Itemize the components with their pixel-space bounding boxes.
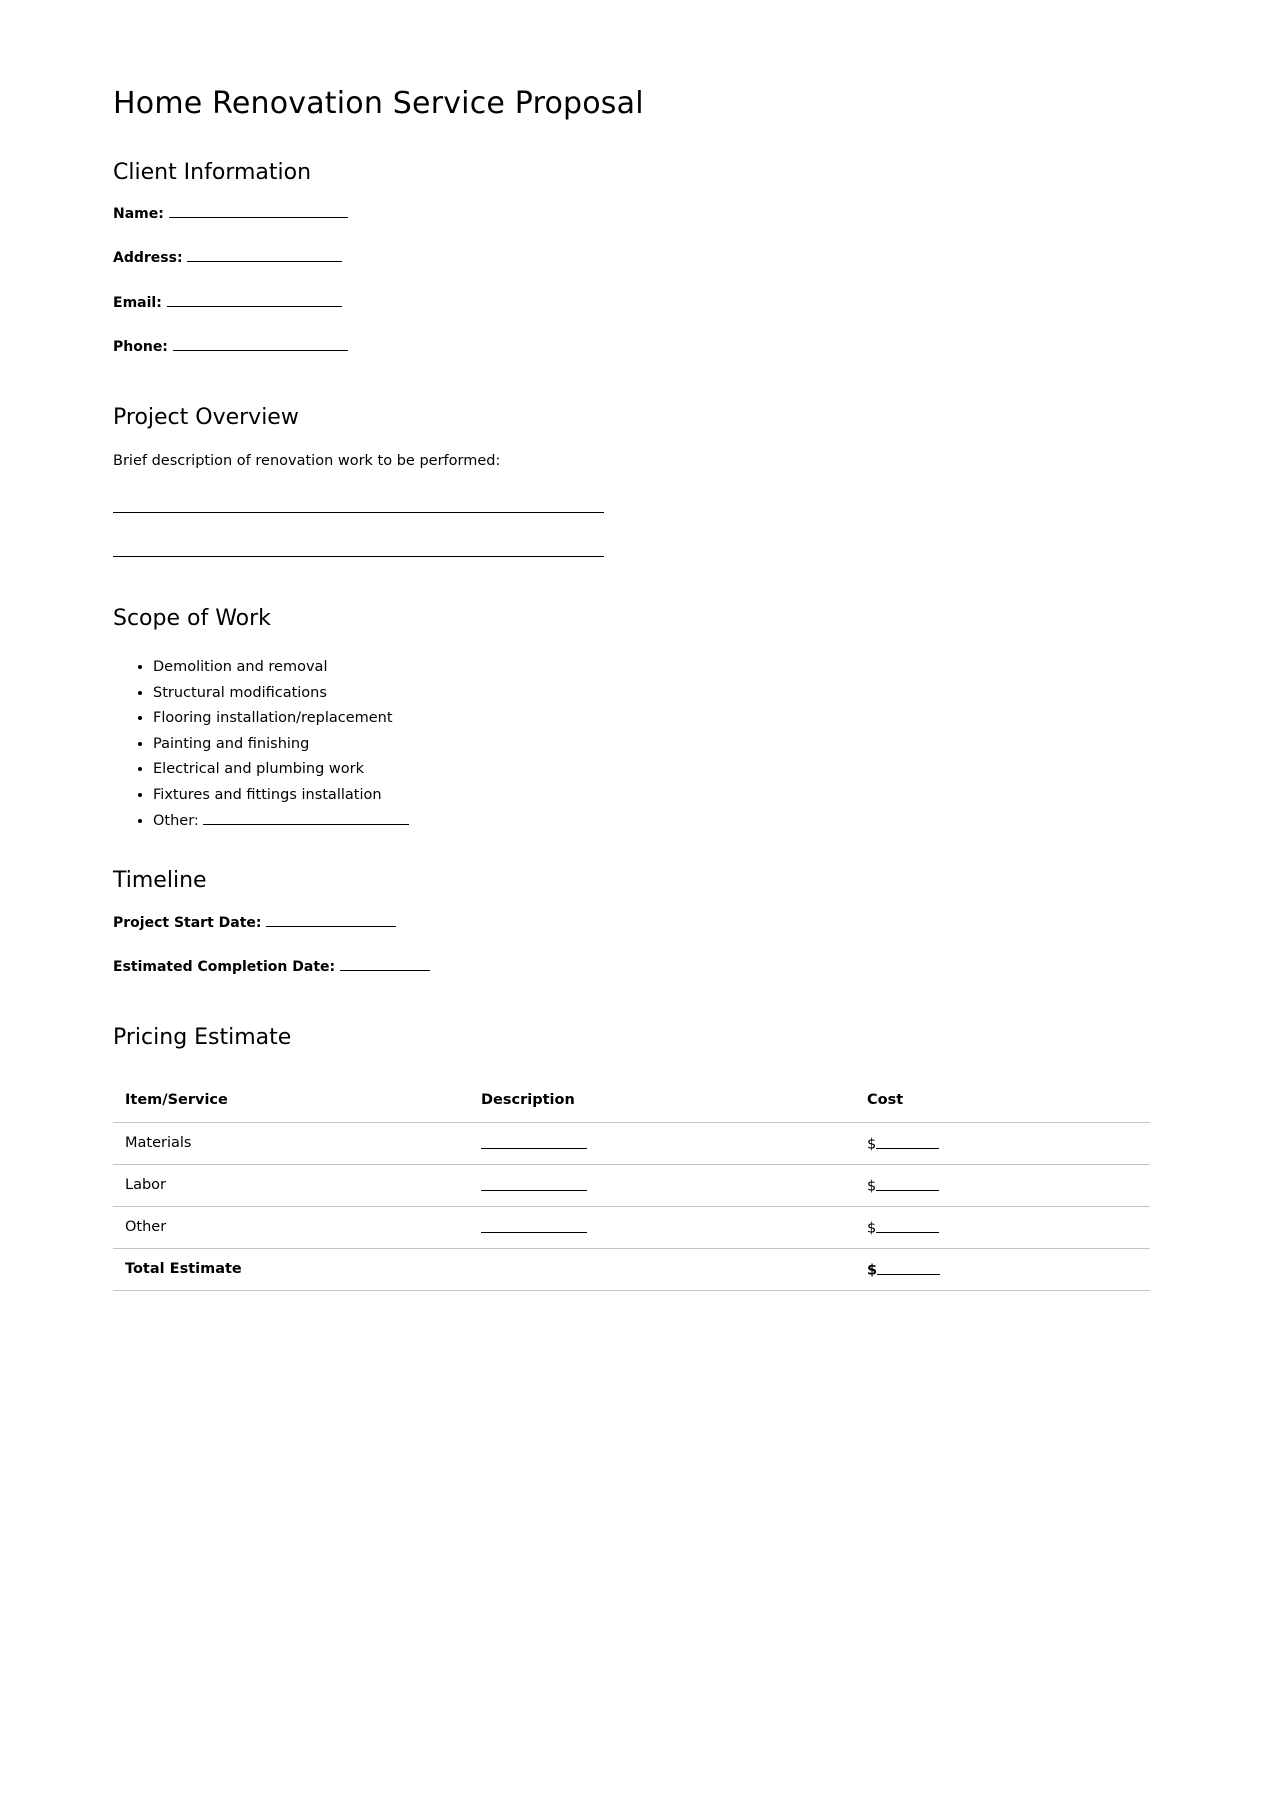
project-overview-prompt: Brief description of renovation work to be performed: <box>113 453 501 469</box>
total-cost-cell[interactable] <box>855 1248 1150 1290</box>
estimated-completion-date-label: Estimated Completion Date: <box>113 959 336 975</box>
scope-item-flooring: • Flooring installation/replacement <box>153 706 409 732</box>
currency-symbol: $ <box>867 1220 877 1237</box>
client-address-field[interactable] <box>113 247 342 268</box>
scope-item-fixtures: • Fixtures and fittings installation <box>153 783 409 809</box>
pricing-table <box>113 1079 1150 1291</box>
row-description-cell[interactable] <box>469 1206 855 1248</box>
estimated-completion-date-blank[interactable] <box>340 956 430 971</box>
total-description-cell <box>469 1248 855 1290</box>
scope-item-electrical-plumbing: • Electrical and plumbing work <box>153 757 409 783</box>
client-name-label: Name: <box>113 206 164 222</box>
currency-symbol: $ <box>867 1136 877 1153</box>
total-estimate-label: Total Estimate <box>113 1248 469 1290</box>
row-description-cell[interactable] <box>469 1122 855 1164</box>
project-start-date-blank[interactable] <box>266 912 396 927</box>
scope-item-other-label: Other: <box>153 812 199 829</box>
client-address-label: Address: <box>113 250 183 266</box>
table-row <box>113 1206 1150 1248</box>
row-item-other: Other <box>113 1206 469 1248</box>
client-information-heading: Client Information <box>113 160 312 185</box>
description-blank-line-1[interactable] <box>113 512 604 513</box>
row-description-cell[interactable] <box>469 1164 855 1206</box>
document-title: Home Renovation Service Proposal <box>113 86 644 121</box>
client-name-blank[interactable] <box>169 203 348 218</box>
cost-blank[interactable] <box>876 1133 939 1149</box>
scope-item-structural: • Structural modifications <box>153 681 409 707</box>
estimated-completion-date-field[interactable] <box>113 956 430 977</box>
description-blank-line-2[interactable] <box>113 556 604 557</box>
scope-of-work-list <box>113 655 409 834</box>
client-email-label: Email: <box>113 295 162 311</box>
client-phone-blank[interactable] <box>173 336 348 351</box>
client-phone-label: Phone: <box>113 339 168 355</box>
scope-item-demolition: • Demolition and removal <box>153 655 409 681</box>
column-header-description: Description <box>469 1079 855 1122</box>
client-email-blank[interactable] <box>167 292 342 307</box>
scope-item-painting: • Painting and finishing <box>153 732 409 758</box>
client-email-field[interactable] <box>113 292 342 313</box>
client-name-field[interactable] <box>113 203 348 224</box>
total-estimate-row <box>113 1248 1150 1290</box>
project-overview-heading: Project Overview <box>113 405 299 430</box>
description-blank[interactable] <box>481 1217 587 1233</box>
row-cost-cell[interactable] <box>855 1164 1150 1206</box>
currency-symbol: $ <box>867 1262 878 1279</box>
pricing-header-row <box>113 1079 1150 1122</box>
cost-blank[interactable] <box>876 1217 939 1233</box>
description-blank[interactable] <box>481 1175 587 1191</box>
row-item-labor: Labor <box>113 1164 469 1206</box>
row-cost-cell[interactable] <box>855 1122 1150 1164</box>
scope-item-other[interactable] <box>153 809 409 835</box>
scope-other-blank[interactable] <box>203 809 409 825</box>
project-start-date-field[interactable] <box>113 912 396 933</box>
client-address-blank[interactable] <box>187 247 342 262</box>
client-phone-field[interactable] <box>113 336 348 357</box>
table-row <box>113 1122 1150 1164</box>
project-start-date-label: Project Start Date: <box>113 915 262 931</box>
table-row <box>113 1164 1150 1206</box>
description-blank[interactable] <box>481 1133 587 1149</box>
column-header-cost: Cost <box>855 1079 1150 1122</box>
row-item-materials: Materials <box>113 1122 469 1164</box>
cost-blank[interactable] <box>876 1175 939 1191</box>
total-cost-blank[interactable] <box>877 1259 940 1275</box>
pricing-estimate-heading: Pricing Estimate <box>113 1025 292 1050</box>
column-header-item-service: Item/Service <box>113 1079 469 1122</box>
currency-symbol: $ <box>867 1178 877 1195</box>
timeline-heading: Timeline <box>113 868 207 893</box>
scope-of-work-heading: Scope of Work <box>113 606 271 631</box>
row-cost-cell[interactable] <box>855 1206 1150 1248</box>
